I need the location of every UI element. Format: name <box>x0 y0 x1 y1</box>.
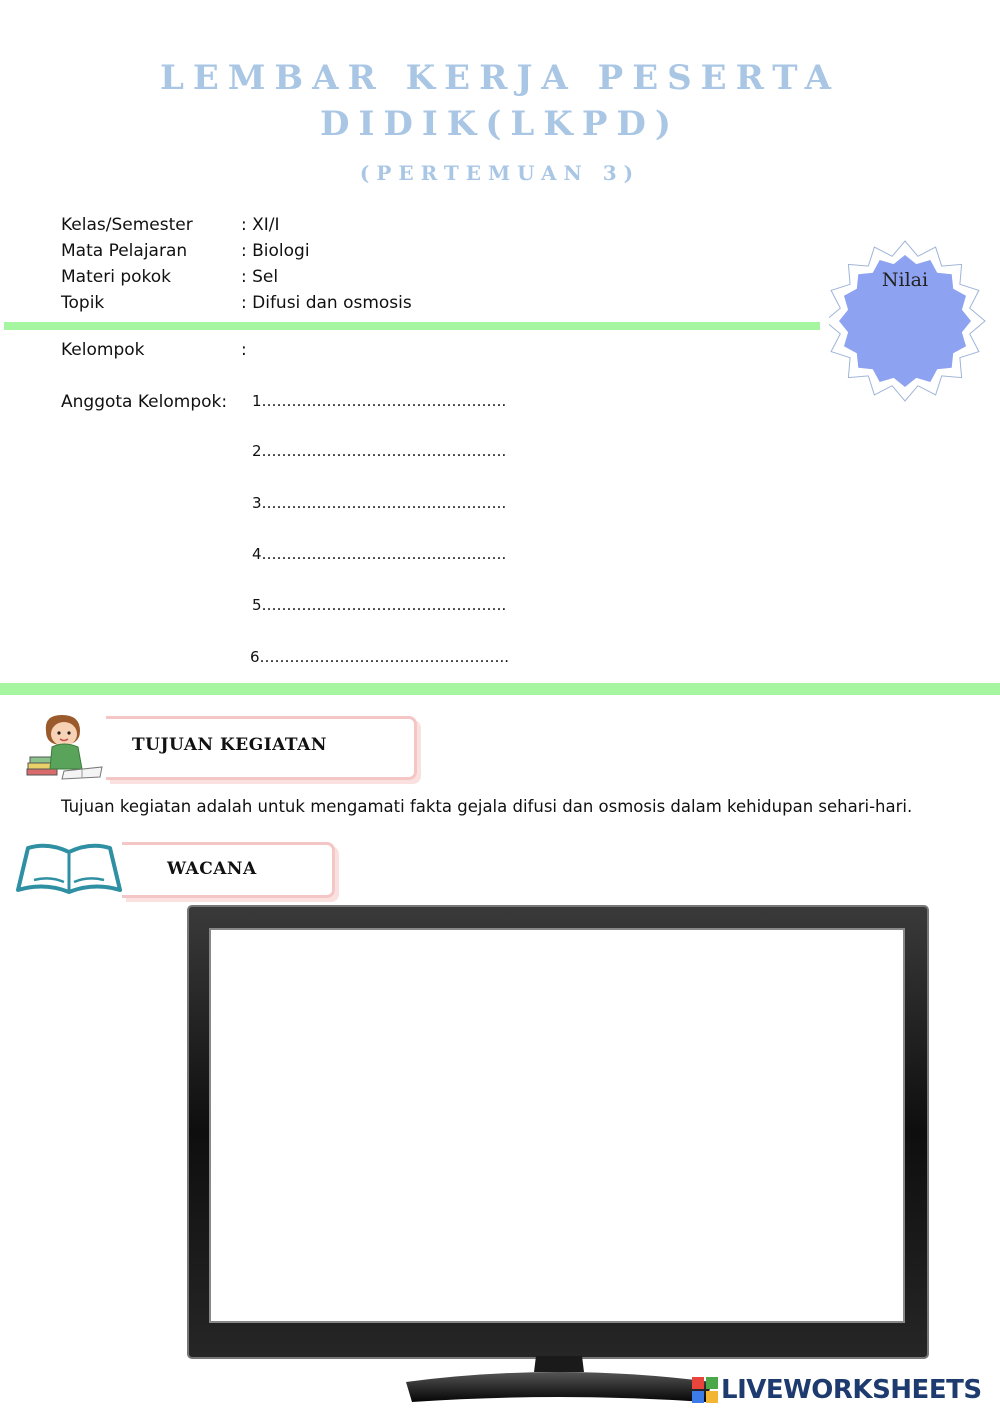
tujuan-title: TUJUAN KEGIATAN <box>132 735 327 755</box>
liveworksheets-logo-icon <box>692 1377 718 1403</box>
member-line-1[interactable]: 1…………………………………………. <box>252 392 507 410</box>
kelompok-field[interactable]: : <box>241 340 247 360</box>
member-line-3[interactable]: 3…………………………………………. <box>252 494 507 512</box>
liveworksheets-brand[interactable] <box>692 1373 982 1407</box>
info-value-materi: : Sel <box>241 267 279 287</box>
info-value-mapel: : Biologi <box>241 241 310 261</box>
girl-reading-icon <box>24 711 106 781</box>
anggota-label: Anggota Kelompok: <box>61 392 228 412</box>
info-label-kelas: Kelas/Semester <box>61 215 193 235</box>
liveworksheets-text: LIVEWORKSHEETS <box>721 1375 982 1405</box>
info-label-materi: Materi pokok <box>61 267 172 287</box>
tujuan-text: Tujuan kegiatan adalah untuk mengamati fakta gejala difusi dan osmosis dalam kehidupan sehari-hari. <box>61 797 913 816</box>
member-line-5[interactable]: 5…………………………………………. <box>252 596 507 614</box>
kelompok-label: Kelompok <box>61 340 145 360</box>
info-label-topik: Topik <box>61 293 105 313</box>
member-line-4[interactable]: 4…………………………………………. <box>252 545 507 563</box>
title-line-2: DIDIK(LKPD) <box>319 104 680 144</box>
nilai-badge-icon <box>829 240 989 402</box>
wacana-title: WACANA <box>167 859 257 879</box>
info-value-kelas: : XI/I <box>241 215 280 235</box>
open-book-icon <box>14 840 124 896</box>
title-line-1: LEMBAR KERJA PESERTA <box>159 58 841 98</box>
subtitle: (PERTEMUAN 3) <box>359 161 641 185</box>
divider-green-bottom <box>0 683 1000 695</box>
divider-green-top <box>4 322 820 330</box>
info-value-topik: : Difusi dan osmosis <box>241 293 412 313</box>
member-line-6[interactable]: 6………………………………………….. <box>250 648 510 666</box>
info-label-mapel: Mata Pelajaran <box>61 241 188 261</box>
monitor-image[interactable] <box>186 902 932 1414</box>
nilai-label: Nilai <box>881 269 929 291</box>
member-line-2[interactable]: 2…………………………………………. <box>252 442 507 460</box>
